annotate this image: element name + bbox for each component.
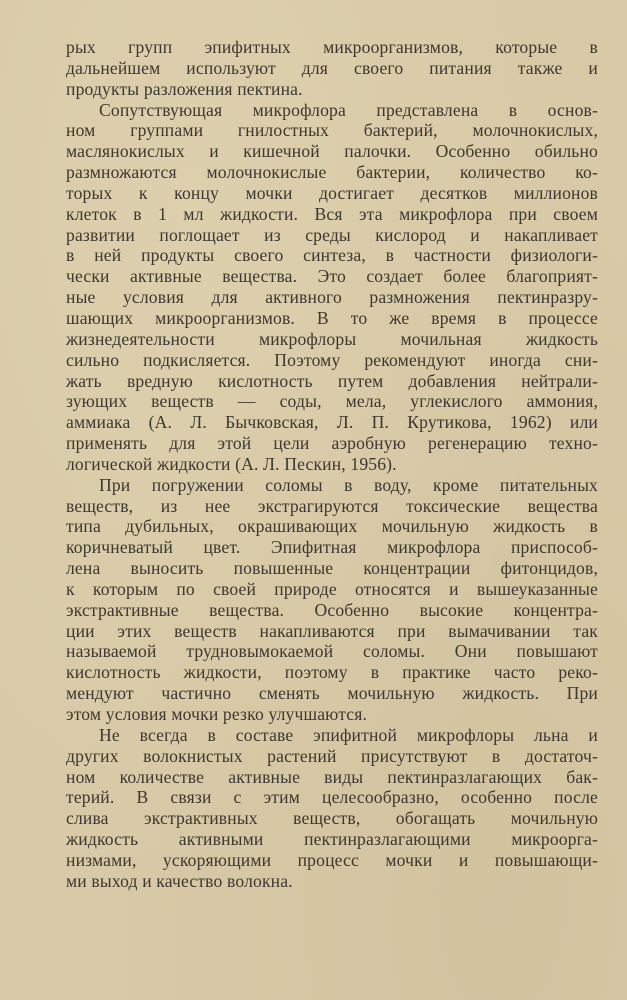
text-line: веществ, из нее экстрагируются токсические вещества xyxy=(66,495,598,516)
text-line: этом условия мочки резко улучшаются. xyxy=(66,704,368,724)
text-line: клеток в 1 мл жидкости. Вся эта микрофлора при своем xyxy=(66,203,598,224)
text-line: в ней продукты своего синтеза, в частности физиологи- xyxy=(66,245,598,266)
paragraph-1 xyxy=(66,37,598,100)
text-line: шающих микроорганизмов. В то же время в процессе xyxy=(66,307,598,328)
text-line: развитии поглощает из среды кислород и накапливает xyxy=(66,224,598,245)
text-line: ные условия для активного размножения пектинразру- xyxy=(66,287,598,308)
text-line: продукты разложения пектина. xyxy=(66,78,303,99)
text-line: терий. В связи с этим целесообразно, особенно после xyxy=(66,787,598,808)
text-line: жать вредную кислотность путем добавления нейтрали- xyxy=(66,370,598,391)
text-line: называемой трудновымокаемой соломы. Они повышают xyxy=(66,641,598,662)
paragraph-2 xyxy=(66,100,598,475)
text-line: лена выносить повышенные концентрации фитонцидов, xyxy=(66,558,598,579)
text-line: мендуют частично сменять мочильную жидкость. При xyxy=(66,683,598,704)
text-line: сильно подкисляется. Поэтому рекомендуют иногда сни- xyxy=(66,349,598,370)
text-line: рых групп эпифитных микроорганизмов, которые в xyxy=(66,37,598,57)
text-line: ции этих веществ накапливаются при вымачивании так xyxy=(66,620,598,641)
text-line: торых к концу мочки достигает десятков миллионов xyxy=(66,182,598,203)
text-line: Сопутствующая микрофлора представлена в основ- xyxy=(99,99,598,120)
text-line: ном группами гнилостных бактерий, молочнокислых, xyxy=(66,120,598,141)
text-line: При погружении соломы в воду, кроме питательных xyxy=(99,474,598,495)
paragraph-3 xyxy=(66,475,598,725)
text-line: жизнедеятельности микрофлоры мочильная жидкость xyxy=(66,328,598,349)
text-line: низмами, ускоряющими процесс мочки и повышающи- xyxy=(66,849,598,870)
text-line: Не всегда в составе эпифитной микрофлоры льна и xyxy=(99,724,598,745)
text-line: зующих веществ — соды, мела, углекислого аммония, xyxy=(66,391,598,412)
text-line: ном количестве активные виды пектинразлагающих бак- xyxy=(66,766,598,787)
text-line: экстрактивные вещества. Особенно высокие концентра- xyxy=(66,599,598,620)
text-line: аммиака (А. Л. Бычковская, Л. П. Крутикова, 1962) или xyxy=(66,412,598,433)
paragraph-4 xyxy=(66,725,598,892)
text-line: чески активные вещества. Это создает более благоприят- xyxy=(66,266,598,287)
text-line: размножаются молочнокислые бактерии, количество ко- xyxy=(66,162,598,183)
text-line: дальнейшем используют для своего питания также и xyxy=(66,57,598,78)
text-line: маслянокислых и кишечной палочки. Особенно обильно xyxy=(66,141,598,162)
text-line: коричневатый цвет. Эпифитная микрофлора приспособ- xyxy=(66,537,598,558)
text-line: слива экстрактивных веществ, обогащать мочильную xyxy=(66,808,598,829)
text-line: к которым по своей природе относятся и вышеуказанные xyxy=(66,578,598,599)
text-line: кислотность жидкости, поэтому в практике часто реко- xyxy=(66,662,598,683)
body-text xyxy=(66,37,598,892)
text-line: жидкость активными пектинразлагающими микроорга- xyxy=(66,829,598,850)
text-line: типа дубильных, окрашивающих мочильную жидкость в xyxy=(66,516,598,537)
text-line: других волокнистых растений присутствуют в достаточ- xyxy=(66,745,598,766)
text-line: применять для этой цели аэробную регенерацию техно- xyxy=(66,433,598,454)
text-line: ми выход и качество волокна. xyxy=(66,870,293,891)
text-line: логической жидкости (А. Л. Пескин, 1956). xyxy=(66,453,397,474)
